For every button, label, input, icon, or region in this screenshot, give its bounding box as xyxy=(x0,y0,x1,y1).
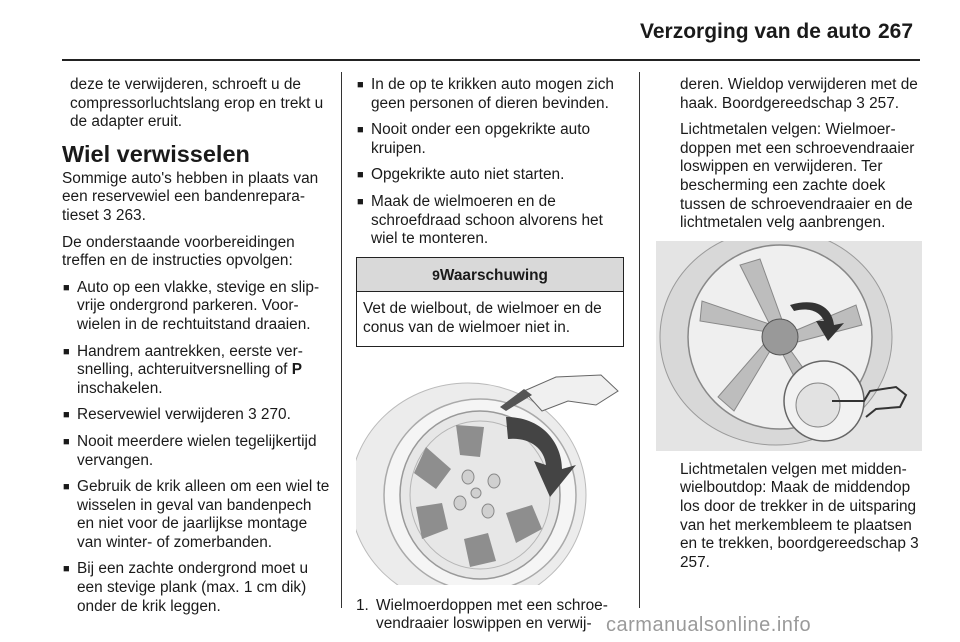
paragraph-remove-cap: deren. Wieldop verwijderen met de haak. Boordgereedschap 3 257. xyxy=(680,76,918,112)
warning-body: Vet de wielbout, de wielmoer en de conus van de wielmoer niet in. xyxy=(363,300,602,336)
alloy-wheel-illustration xyxy=(656,241,922,451)
list-item xyxy=(62,343,330,399)
list-item-text: Handrem aantrekken, eerste versnelling, achteruitversnelling of xyxy=(77,342,303,379)
safety-list xyxy=(356,76,624,249)
column-2 xyxy=(356,76,624,634)
list-item: ■ Auto op een vlakke, stevige en slipvrije ondergrond parkeren. Voorwielen in de rechtuitstand draaien. xyxy=(62,279,330,335)
warning-title: Waarschuwing xyxy=(439,266,548,284)
list-item: ■ Reservewiel verwijderen 3 270. xyxy=(62,406,330,425)
paragraph-center-cap: Lichtmetalen velgen met middenwielboutdop: Maak de middendop los door de trekker in de uitsparing van het merkembleem te plaatsen en te trekken, boordgereedschap 3 257. xyxy=(680,460,919,571)
intro-paragraph: deze te verwijderen, schroeft u de compressorluchtslang erop en trekt u de adapter eruit. xyxy=(70,76,324,131)
warning-header xyxy=(357,258,623,293)
paragraph-alloy-wheels: Lichtmetalen velgen: Wielmoerdoppen met een schroevendraaier loswippen en verwijderen. Ter bescherming een zachte doek tussen de schroevendraaier en de lichtmetalen velg aanbrengen. xyxy=(680,121,915,232)
list-item-tail: inschakelen. xyxy=(77,379,163,397)
warning-icon: 9 xyxy=(432,266,440,283)
steps-list xyxy=(356,597,624,634)
list-item: ■ In de op te krikken auto mogen zich geen personen of dieren bevinden. xyxy=(356,76,624,113)
list-item: ■ Nooit onder een opgekrikte auto kruipen. xyxy=(356,121,624,158)
page-number: 267 xyxy=(878,20,914,43)
column-3 xyxy=(656,76,922,580)
wheel-cap-illustration xyxy=(356,357,624,585)
header-rule xyxy=(62,59,920,61)
list-item: ■ Opgekrikte auto niet starten. xyxy=(356,166,624,185)
watermark: carmanualsonline.info xyxy=(606,614,812,636)
paragraph-preparations: De onderstaande voorbereidingen treffen en de instructies opvolgen: xyxy=(62,233,295,270)
list-item: ■ Gebruik de krik alleen om een wiel te wisselen in geval van bandenpech en niet voor de jaarlijkse montage van winter- of zomerbanden. xyxy=(62,478,330,552)
section-heading: Wiel verwisselen xyxy=(62,140,250,167)
preparation-list xyxy=(62,279,330,617)
paragraph-spare-wheel: Sommige auto's hebben in plaats van een reservewiel een bandenreparatieset 3 263. xyxy=(62,169,319,224)
gear-p-label: P xyxy=(291,361,303,379)
list-item: ■ Maak de wielmoeren en de schroefdraad schoon alvorens het wiel te monteren. xyxy=(356,193,624,249)
column-divider-2 xyxy=(639,72,640,608)
warning-box xyxy=(356,257,624,347)
step-item xyxy=(356,597,624,634)
step-number: 1. xyxy=(356,596,369,614)
list-item: ■ Bij een zachte ondergrond moet u een stevige plank (max. 1 cm dik) onder de krik leggen. xyxy=(62,560,330,616)
step-text: Wielmoerdoppen met een schroevendraaier loswippen en verwij- xyxy=(376,596,608,633)
column-divider-1 xyxy=(341,72,342,608)
list-item: ■ Nooit meerdere wielen tegelijkertijd vervangen. xyxy=(62,433,330,470)
column-1 xyxy=(62,76,330,624)
header-title: Verzorging van de auto xyxy=(640,20,872,43)
